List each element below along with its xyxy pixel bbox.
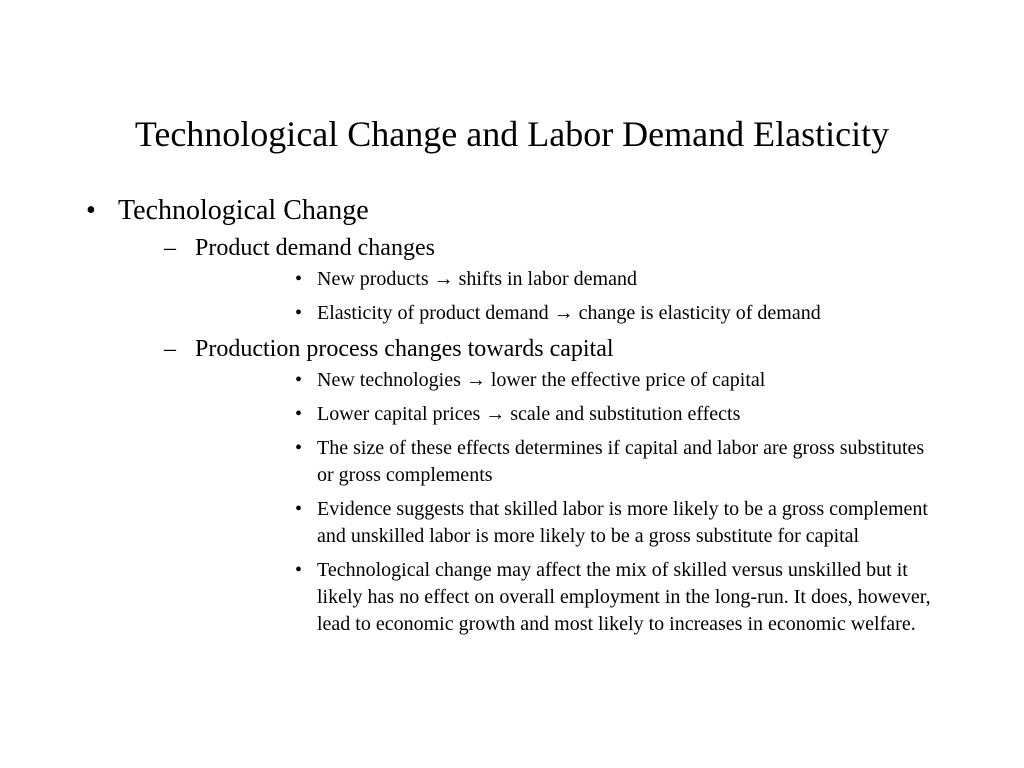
list-item [195,557,944,638]
sub-bullet-text: Product demand changes [195,235,435,261]
bullet-marker: • [295,403,303,425]
item-text: Elasticity of product demand → change is elasticity of demand [317,302,821,324]
sub-bullet-production-process [118,334,944,638]
item-text: Evidence suggests that skilled labor is more likely to be a gross complement and unskilled labor is more likely to be a gross substitute for capital [317,498,928,547]
list-item [195,496,944,550]
slide-body [84,192,944,645]
bullet-marker: • [295,302,303,324]
item-text: New technologies → lower the effective price of capital [317,369,766,391]
bullet-text: Technological Change [118,195,369,226]
bullet-list [84,192,944,638]
item-text: Technological change may affect the mix of skilled versus unskilled but it likely has no effect on overall employment in the long-run. It does, however, lead to economic growth and most likely to increases in economic welfare. [317,559,931,635]
slide-title: Technological Change and Labor Demand Elasticity [134,114,890,154]
bullet-marker: • [295,498,303,520]
list-item [195,266,944,293]
bullet-marker: • [86,195,96,226]
bullet-marker: • [295,437,303,459]
dash-marker: – [164,235,176,261]
sub-bullet-text: Production process changes towards capital [195,336,614,362]
list-item [195,300,944,327]
item-text: Lower capital prices → scale and substitution effects [317,403,741,425]
bullet-marker: • [295,268,303,290]
list-item [195,401,944,428]
item-list [195,367,944,638]
item-text: The size of these effects determines if capital and labor are gross substitutes or gross complements [317,437,925,486]
sub-bullet-product-demand [118,233,944,327]
bullet-marker: • [295,369,303,391]
bullet-technological-change [84,192,944,638]
sub-bullet-list [118,233,944,638]
bullet-marker: • [295,559,303,581]
dash-marker: – [164,336,176,362]
list-item [195,435,944,489]
list-item [195,367,944,394]
item-text: New products → shifts in labor demand [317,268,637,290]
item-list [195,266,944,327]
